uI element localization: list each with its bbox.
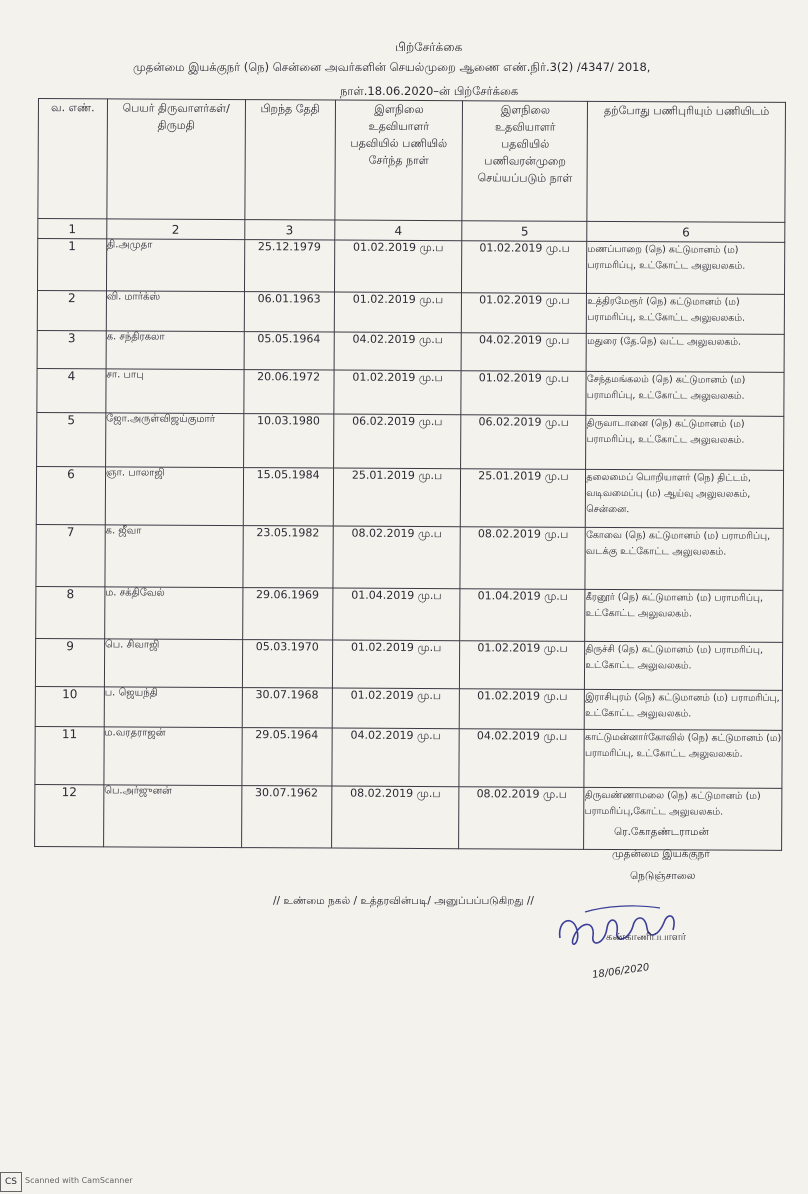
regularisation-date: 25.01.2019 மு.ப (461, 469, 586, 528)
regularisation-date: 08.02.2019 மு.ப (459, 787, 584, 850)
column-header-serial: வ. எண். (38, 99, 107, 219)
join-date: 08.02.2019 மு.ப (331, 786, 459, 849)
current-office: திருச்சி (நெ) கட்டுமானம் (ம) பராமரிப்பு, உட்கோட்ட அலுவலகம். (585, 641, 783, 690)
serial-number: 1 (37, 239, 106, 291)
join-date: 01.02.2019 மு.ப (334, 240, 462, 293)
superintendent-label: கண்காணிப்பாளர் (606, 932, 686, 943)
serial-number: 8 (36, 586, 105, 638)
current-office: தலைமைப் பொறியாளர் (நெ) திட்டம், வடிவமைப்பு (ம) ஆய்வு அலுவலகம், சென்னை. (586, 469, 784, 528)
scanner-watermark: Scanned with CamScanner (25, 1176, 133, 1185)
column-number: 5 (462, 221, 587, 242)
signatory-department: நெடுஞ்சாலை (630, 870, 696, 882)
column-number: 2 (107, 219, 245, 240)
birth-date: 30.07.1968 (242, 688, 332, 728)
table-row (36, 586, 783, 642)
table-header-row (38, 99, 786, 223)
table-row (37, 239, 784, 295)
signatory-title: முதன்மை இயக்குநர் (612, 848, 710, 860)
employee-name: ம.வரதராஜன் (104, 727, 242, 786)
join-date: 01.02.2019 மு.ப (332, 688, 460, 729)
order-date: நாள்.18.06.2020–ன் பிற்சேர்க்கை (340, 84, 519, 98)
current-office: மணப்பாறை (நெ) கட்டுமானம் (ம) பராமரிப்பு, உட்கோட்ட அலுவலகம். (587, 241, 785, 294)
join-date: 06.02.2019 மு.ப (333, 414, 461, 469)
serial-number: 7 (36, 524, 105, 586)
serial-number: 11 (35, 726, 104, 784)
join-date: 08.02.2019 மு.ப (333, 526, 461, 589)
serial-number: 5 (37, 412, 106, 466)
current-office: சேந்தமங்கலம் (நெ) கட்டுமானம் (ம) பராமரிப்பு, உட்கோட்ட அலுவலகம். (586, 371, 784, 416)
column-header-name: பெயர் திருவாளர்கள்/ திருமதி (107, 99, 246, 220)
birth-date: 05.03.1970 (242, 640, 332, 688)
table-row (37, 290, 784, 334)
table-row (35, 784, 782, 850)
staff-table (34, 98, 786, 851)
join-date: 01.02.2019 மு.ப (334, 292, 462, 333)
regularisation-date: 01.04.2019 மு.ப (460, 589, 585, 642)
birth-date: 15.05.1984 (243, 468, 333, 526)
order-reference: முதன்மை இயக்குநர் (நெ) சென்னை அவர்களின் செயல்முறை ஆணை எண்.நிர்.3(2) /4347/ 2018, (133, 60, 651, 74)
table-row (37, 368, 784, 416)
regularisation-date: 08.02.2019 மு.ப (460, 527, 585, 590)
current-office: கீரனூர் (நெ) கட்டுமானம் (ம) பராமரிப்பு, உட்கோட்ட அலுவலகம். (585, 589, 783, 642)
birth-date: 10.03.1980 (243, 414, 333, 468)
current-office: உத்திரமேரூர் (நெ) கட்டுமானம் (ம) பராமரிப்பு, உட்கோட்ட அலுவலகம். (587, 293, 785, 334)
regularisation-date: 04.02.2019 மு.ப (459, 729, 584, 788)
employee-name: க. ஜீவா (105, 525, 243, 588)
document-title: பிற்சேர்க்கை (395, 40, 463, 54)
employee-name: வி. மார்க்ஸ் (106, 291, 244, 332)
birth-date: 05.05.1964 (244, 332, 334, 370)
table-row (36, 524, 783, 590)
birth-date: 23.05.1982 (243, 526, 333, 588)
table-row (37, 330, 784, 372)
serial-number: 4 (37, 368, 106, 412)
current-office: காட்டுமன்னார்கோவில் (நெ) கட்டுமானம் (ம) பராமரிப்பு, உட்கோட்ட அலுவலகம். (584, 729, 782, 788)
regularisation-date: 04.02.2019 மு.ப (462, 333, 587, 372)
employee-name: பெ. சிவாஜி (104, 639, 242, 688)
current-office: மதுரை (தே.நெ) வட்ட அலுவலகம். (586, 333, 784, 372)
birth-date: 25.12.1979 (244, 240, 334, 292)
serial-number: 10 (35, 686, 104, 726)
true-copy-note: // உண்மை நகல் / உத்தரவின்படி/ அனுப்பப்படுகிறது // (273, 895, 534, 907)
employee-name: தி.அமுதா (106, 239, 244, 292)
birth-date: 29.05.1964 (242, 728, 332, 786)
join-date: 01.02.2019 மு.ப (332, 640, 460, 689)
regularisation-date: 06.02.2019 மு.ப (461, 415, 586, 470)
join-date: 01.02.2019 மு.ப (333, 370, 461, 415)
column-number: 6 (587, 221, 785, 242)
column-number: 1 (38, 219, 107, 239)
column-number: 4 (334, 220, 462, 241)
regularisation-date: 01.02.2019 மு.ப (460, 689, 585, 730)
join-date: 04.02.2019 மு.ப (334, 332, 462, 371)
table-row (35, 638, 782, 690)
join-date: 25.01.2019 மு.ப (333, 468, 461, 527)
serial-number: 3 (37, 330, 106, 368)
employee-name: ப. ஜெயந்தி (104, 687, 242, 728)
birth-date: 20.06.1972 (244, 370, 334, 414)
birth-date: 06.01.1963 (244, 292, 334, 332)
employee-name: ஜோ.அருள்விஜய்குமார் (105, 413, 243, 468)
handwritten-signature-icon (555, 900, 685, 960)
table-row (35, 726, 782, 788)
serial-number: 6 (36, 466, 105, 524)
employee-name: ஞா. பாலாஜி (105, 467, 243, 526)
regularisation-date: 01.02.2019 மு.ப (462, 241, 587, 294)
table-row (35, 686, 782, 730)
table-row (37, 412, 784, 470)
serial-number: 2 (37, 290, 106, 330)
employee-name: க. சந்திரகலா (106, 331, 244, 370)
column-header-office: தற்போது பணிபுரியும் பணியிடம் (587, 101, 785, 222)
join-date: 01.04.2019 மு.ப (332, 588, 460, 641)
serial-number: 9 (35, 638, 104, 686)
birth-date: 29.06.1969 (242, 588, 332, 640)
regularisation-date: 01.02.2019 மு.ப (460, 641, 585, 690)
employee-name: பெ.அர்ஜுனன் (103, 785, 241, 848)
column-number: 3 (244, 220, 334, 240)
employee-name: ம. சக்திவேல் (104, 587, 242, 640)
current-office: இராசிபுரம் (நெ) கட்டுமானம் (ம) பராமரிப்பு, உட்கோட்ட அலுவலகம். (585, 689, 783, 730)
join-date: 04.02.2019 மு.ப (331, 728, 459, 787)
current-office: திருவண்ணாமலை (நெ) கட்டுமானம் (ம) பராமரிப்பு,கோட்ட அலுவலகம். (584, 787, 782, 850)
birth-date: 30.07.1962 (241, 786, 331, 848)
column-header-join-date: இளநிலை உதவியாளர் பதவியில் பணியில் சேர்ந்த நாள் (334, 100, 462, 221)
signatory-name: ரெ.கோதண்டராமன் (614, 826, 709, 838)
table-row (36, 466, 783, 528)
current-office: கோவை (நெ) கட்டுமானம் (ம) பராமரிப்பு, வடக்கு உட்கோட்ட அலுவலகம். (585, 527, 783, 590)
employee-name: சா. பாபு (106, 369, 244, 414)
current-office: திருவாடானை (நெ) கட்டுமானம் (ம) பராமரிப்பு, உட்கோட்ட அலுவலகம். (586, 415, 784, 470)
camscanner-logo-icon: CS (0, 1172, 22, 1192)
column-header-regularisation-date: இளநிலை உதவியாளர் பதவியில் பணிவரன்முறை செய்யப்படும் நாள் (462, 101, 588, 222)
serial-number: 12 (35, 784, 104, 846)
handwritten-date: 18/06/2020 (591, 962, 651, 981)
regularisation-date: 01.02.2019 மு.ப (461, 371, 586, 416)
regularisation-date: 01.02.2019 மு.ப (462, 293, 587, 334)
column-header-dob: பிறந்த தேதி (245, 100, 336, 220)
